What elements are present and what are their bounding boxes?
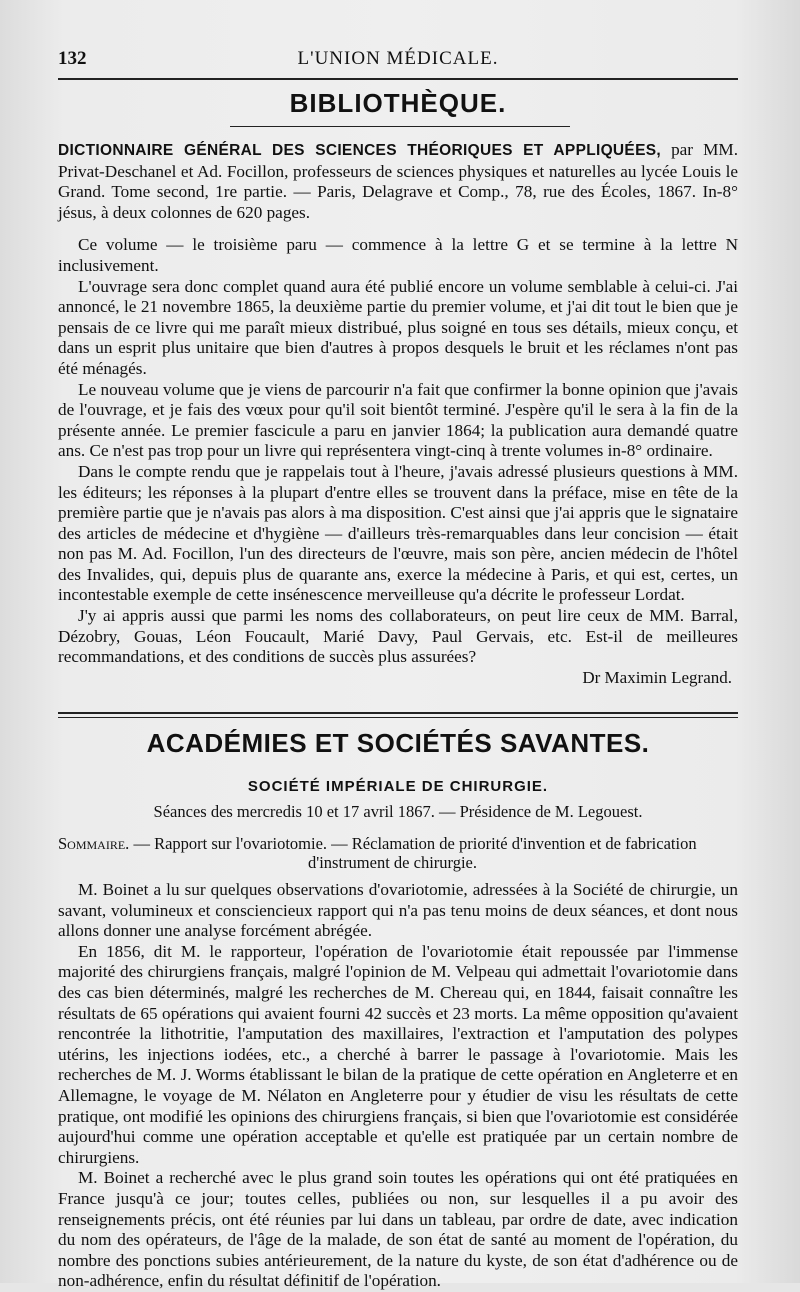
section-divider-bottom	[58, 717, 738, 718]
paragraph: M. Boinet a lu sur quelques observations d'ovariotomie, adressées à la Société de chirurgie, un savant, volumineux et consciencieux rapport qui n'a pas tenu moins de deux séances, et dont nous allons donner une analyse forcément abrégée.	[58, 880, 738, 941]
paragraph: En 1856, dit M. le rapporteur, l'opération de l'ovariotomie était repoussée par l'immense majorité des chirurgiens français, malgré l'opinion de M. Velpeau qui admettait l'ovariotomie dans des cas bien déterminés, malgré les recherches de M. Chereau qui, en 1844, faisait connaître les résultats de 65 opérations qui avaient fourni 42 succès et 23 morts. La même opposition qu'avaient rencontrée la lithotritie, l'amputation des maxillaires, l'extraction et l'amputation des polypes utérins, les injections iodées, etc., a cherché à barrer le passage à l'ovariotomie. Mais les recherches de M. J. Worms établissant le bilan de la pratique de cette opération en Angleterre et en Allemagne, le voyage de M. Nélaton en Angleterre pour y étudier de visu les résultats de cette pratique, ont modifié les opinions des chirurgiens français, si bien que l'ovariotomie est considérée aujourd'hui comme une opération acceptable et qu'elle est pratiquée par un certain nombre de chirurgiens.	[58, 941, 738, 1167]
paragraph: Le nouveau volume que je viens de parcourir n'a fait que confirmer la bonne opinion que j'avais de l'ouvrage, et je fais des vœux pour qu'il soit bientôt terminé. J'espère qu'il le sera à la fin de la présente année. Le premier fascicule a paru en janvier 1864; la publication aura demandé quatre ans. Ce n'est pas trop pour un livre qui représentera vingt-cinq à trente volumes in-8° ordinaire.	[58, 379, 738, 461]
paragraph: J'y ai appris aussi que parmi les noms des collaborateurs, on peut lire ceux de MM. Barral, Dézobry, Gouas, Léon Foucault, Marié Davy, Paul Gervais, etc. Est-il de meilleures recommandations, et des conditions de succès plus assurées?	[58, 606, 738, 667]
page-number: 132	[58, 48, 87, 69]
session-dates: Séances des mercredis 10 et 17 avril 1867. — Présidence de M. Legouest.	[153, 802, 643, 821]
paragraph: M. Boinet a recherché avec le plus grand soin toutes les opérations qui ont été pratiquées en France jusqu'à ce jour; toutes celles, publiées ou non, sur lesquelles il a pu avoir des renseignements précis, ont été réunies par lui dans un tableau, par ordre de date, avec indication du nom des opérateurs, de l'âge de la malade, de son état de santé au moment de l'opération, du nombre des ponctions subies antérieurement, de la nature du kyste, de son état d'adhérence ou de non-adhérence, enfin du résultat définitif de l'opération.	[58, 1168, 738, 1291]
summary-label: Sommaire.	[58, 834, 130, 853]
paragraph: L'ouvrage sera donc complet quand aura été publié encore un volume semblable à celui-ci. J'ai annoncé, le 21 novembre 1865, la deuxième partie du premier volume, et j'ai dit tout le bien que je pensais de ce livre qui me paraît mieux distribué, plus soigné en tous ses détails, mieux conçu, et dans un esprit plus unitaire que bien d'autres à propos desquels le bruit et les réclames n'ont pas été ménagés.	[58, 276, 738, 378]
paragraph: Ce volume — le troisième paru — commence à la lettre G et se termine à la lettre N inclusivement.	[58, 235, 738, 275]
paragraph: Dans le compte rendu que je rappelais tout à l'heure, j'avais adressé plusieurs questions à MM. les éditeurs; les réponses à la plupart d'entre elles se trouvent dans la préface, mise en tête de la première partie que je n'avais pas alors à ma disposition. C'est ainsi que j'ai appris que le signataire des articles de médecine et d'hygiène — d'ailleurs très-remarquables dans leur concision — était non pas M. Ad. Focillon, l'un des directeurs de l'œuvre, mais son père, ancien médecin de l'hôtel des Invalides, qui, depuis plus de quarante ans, exerce la médecine à Paris, et qui est, certes, un incontestable exemple de cette insénescence merveilleuse qu'a décrite le professeur Lordat.	[58, 461, 738, 605]
bibliotheque-heading: BIBLIOTHÈQUE.	[289, 88, 507, 118]
journal-title: L'UNION MÉDICALE.	[297, 48, 499, 69]
citation	[58, 140, 738, 223]
section-divider-top	[58, 712, 738, 714]
running-head	[58, 46, 738, 70]
signature: Dr Maximin Legrand.	[582, 667, 732, 687]
society-name: SOCIÉTÉ IMPÉRIALE DE CHIRURGIE.	[247, 778, 549, 795]
citation-title: DICTIONNAIRE GÉNÉRAL DES SCIENCES THÉORIQUES ET APPLIQUÉES,	[58, 142, 661, 159]
summary	[58, 834, 738, 872]
heading-underline	[230, 126, 570, 127]
citation-rest: par MM. Privat-Deschanel et Ad. Focillon, professeurs de sciences physiques et naturelles au lycée Louis le Grand. Tome second, 1re partie. — Paris, Delagrave et Comp., 78, rue des Écoles, 1867. In-8° jésus, à deux colonnes de 620 pages.	[58, 140, 738, 222]
header-rule	[58, 78, 738, 80]
bibliotheque-section	[58, 140, 738, 688]
academies-section	[58, 880, 738, 1292]
summary-text-continued: d'instrument de chirurgie.	[308, 853, 478, 872]
academies-heading: ACADÉMIES ET SOCIÉTÉS SAVANTES.	[146, 728, 650, 758]
summary-text: — Rapport sur l'ovariotomie. — Réclamation de priorité d'invention et de fabrication	[129, 834, 697, 853]
